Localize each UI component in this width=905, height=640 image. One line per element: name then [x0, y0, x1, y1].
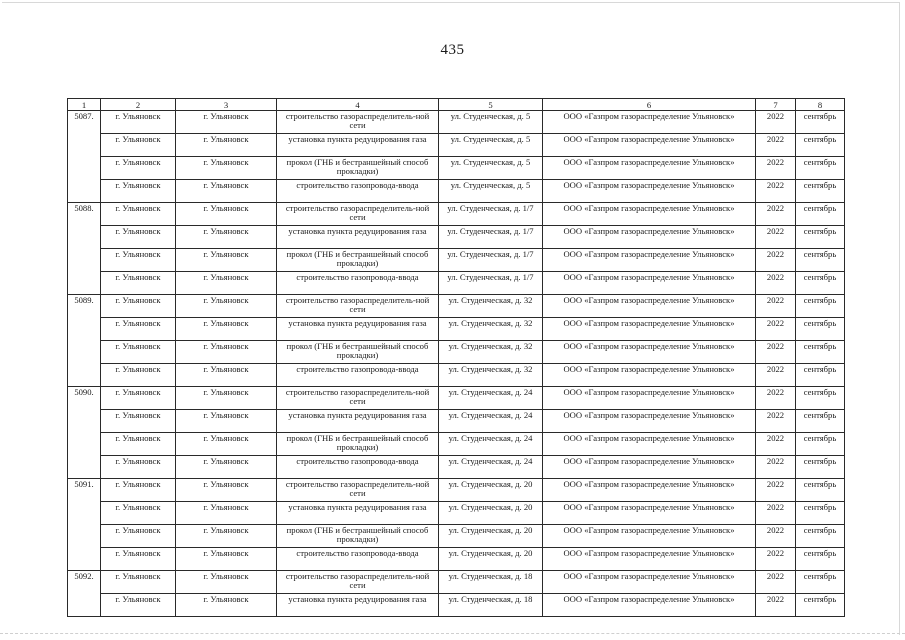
year-cell: 2022 [756, 571, 796, 594]
settlement-cell: г. Ульяновск [101, 387, 176, 410]
work-type-cell: строительство газораспределитель-ной сети [277, 295, 439, 318]
month-cell: сентябрь [796, 318, 845, 341]
settlement-cell: г. Ульяновск [101, 134, 176, 157]
locality-cell: г. Ульяновск [176, 180, 277, 203]
locality-cell: г. Ульяновск [176, 295, 277, 318]
month-cell: сентябрь [796, 525, 845, 548]
settlement-cell: г. Ульяновск [101, 295, 176, 318]
table-row [68, 295, 845, 318]
address-cell: ул. Студенческая, д. 18 [439, 571, 543, 594]
settlement-cell: г. Ульяновск [101, 364, 176, 387]
month-cell: сентябрь [796, 157, 845, 180]
address-cell: ул. Студенческая, д. 20 [439, 548, 543, 571]
settlement-cell: г. Ульяновск [101, 272, 176, 295]
address-cell: ул. Студенческая, д. 24 [439, 433, 543, 456]
organization-cell: ООО «Газпром газораспределение Ульяновск» [543, 456, 756, 479]
work-type-cell: прокол (ГНБ и бестраншейный способ прокладки) [277, 341, 439, 364]
table-row [68, 479, 845, 502]
work-type-cell: прокол (ГНБ и бестраншейный способ прокладки) [277, 525, 439, 548]
settlement-cell: г. Ульяновск [101, 571, 176, 594]
month-cell: сентябрь [796, 364, 845, 387]
locality-cell: г. Ульяновск [176, 272, 277, 295]
year-cell: 2022 [756, 249, 796, 272]
table-row [68, 203, 845, 226]
work-type-cell: строительство газораспределитель-ной сети [277, 203, 439, 226]
work-type-cell: строительство газораспределитель-ной сети [277, 111, 439, 134]
locality-cell: г. Ульяновск [176, 157, 277, 180]
organization-cell: ООО «Газпром газораспределение Ульяновск» [543, 548, 756, 571]
organization-cell: ООО «Газпром газораспределение Ульяновск» [543, 134, 756, 157]
address-cell: ул. Студенческая, д. 24 [439, 410, 543, 433]
locality-cell: г. Ульяновск [176, 226, 277, 249]
organization-cell: ООО «Газпром газораспределение Ульяновск» [543, 364, 756, 387]
settlement-cell: г. Ульяновск [101, 502, 176, 525]
header-col-1: 1 [68, 99, 101, 111]
entry-number-cell: 5090. [68, 387, 101, 479]
work-type-cell: прокол (ГНБ и бестраншейный способ прокладки) [277, 249, 439, 272]
address-cell: ул. Студенческая, д. 32 [439, 295, 543, 318]
organization-cell: ООО «Газпром газораспределение Ульяновск» [543, 387, 756, 410]
settlement-cell: г. Ульяновск [101, 433, 176, 456]
settlement-cell: г. Ульяновск [101, 180, 176, 203]
month-cell: сентябрь [796, 134, 845, 157]
table-row [68, 502, 845, 525]
table-row [68, 387, 845, 410]
month-cell: сентябрь [796, 111, 845, 134]
year-cell: 2022 [756, 134, 796, 157]
header-col-7: 7 [756, 99, 796, 111]
organization-cell: ООО «Газпром газораспределение Ульяновск» [543, 318, 756, 341]
table-row [68, 433, 845, 456]
year-cell: 2022 [756, 111, 796, 134]
table-row [68, 571, 845, 594]
year-cell: 2022 [756, 410, 796, 433]
table-row [68, 364, 845, 387]
header-col-6: 6 [543, 99, 756, 111]
year-cell: 2022 [756, 203, 796, 226]
scan-edge [0, 633, 905, 634]
work-type-cell: строительство газопровода-ввода [277, 364, 439, 387]
table-row [68, 525, 845, 548]
organization-cell: ООО «Газпром газораспределение Ульяновск» [543, 433, 756, 456]
address-cell: ул. Студенческая, д. 32 [439, 364, 543, 387]
entry-number-cell: 5091. [68, 479, 101, 571]
month-cell: сентябрь [796, 571, 845, 594]
address-cell: ул. Студенческая, д. 5 [439, 134, 543, 157]
work-type-cell: строительство газопровода-ввода [277, 548, 439, 571]
work-type-cell: строительство газораспределитель-ной сети [277, 571, 439, 594]
address-cell: ул. Студенческая, д. 5 [439, 157, 543, 180]
year-cell: 2022 [756, 157, 796, 180]
year-cell: 2022 [756, 387, 796, 410]
address-cell: ул. Студенческая, д. 20 [439, 525, 543, 548]
year-cell: 2022 [756, 479, 796, 502]
month-cell: сентябрь [796, 433, 845, 456]
table-row [68, 134, 845, 157]
locality-cell: г. Ульяновск [176, 111, 277, 134]
work-type-cell: установка пункта редуцирования газа [277, 134, 439, 157]
month-cell: сентябрь [796, 410, 845, 433]
settlement-cell: г. Ульяновск [101, 525, 176, 548]
address-cell: ул. Студенческая, д. 5 [439, 180, 543, 203]
locality-cell: г. Ульяновск [176, 433, 277, 456]
address-cell: ул. Студенческая, д. 5 [439, 111, 543, 134]
work-type-cell: строительство газопровода-ввода [277, 456, 439, 479]
month-cell: сентябрь [796, 548, 845, 571]
work-type-cell: строительство газопровода-ввода [277, 180, 439, 203]
locality-cell: г. Ульяновск [176, 203, 277, 226]
address-cell: ул. Студенческая, д. 1/7 [439, 226, 543, 249]
locality-cell: г. Ульяновск [176, 341, 277, 364]
organization-cell: ООО «Газпром газораспределение Ульяновск» [543, 479, 756, 502]
address-cell: ул. Студенческая, д. 18 [439, 594, 543, 617]
locality-cell: г. Ульяновск [176, 571, 277, 594]
entry-number-cell: 5087. [68, 111, 101, 203]
registry-body [68, 111, 845, 617]
settlement-cell: г. Ульяновск [101, 111, 176, 134]
locality-cell: г. Ульяновск [176, 479, 277, 502]
settlement-cell: г. Ульяновск [101, 548, 176, 571]
work-type-cell: установка пункта редуцирования газа [277, 318, 439, 341]
locality-cell: г. Ульяновск [176, 410, 277, 433]
organization-cell: ООО «Газпром газораспределение Ульяновск» [543, 272, 756, 295]
year-cell: 2022 [756, 272, 796, 295]
entry-number-cell: 5089. [68, 295, 101, 387]
work-type-cell: установка пункта редуцирования газа [277, 502, 439, 525]
table-row [68, 318, 845, 341]
work-type-cell: строительство газопровода-ввода [277, 272, 439, 295]
organization-cell: ООО «Газпром газораспределение Ульяновск» [543, 341, 756, 364]
header-row [68, 99, 845, 111]
month-cell: сентябрь [796, 272, 845, 295]
header-col-8: 8 [796, 99, 845, 111]
address-cell: ул. Студенческая, д. 20 [439, 502, 543, 525]
month-cell: сентябрь [796, 387, 845, 410]
year-cell: 2022 [756, 502, 796, 525]
settlement-cell: г. Ульяновск [101, 456, 176, 479]
month-cell: сентябрь [796, 456, 845, 479]
table-row [68, 548, 845, 571]
work-type-cell: установка пункта редуцирования газа [277, 594, 439, 617]
month-cell: сентябрь [796, 249, 845, 272]
organization-cell: ООО «Газпром газораспределение Ульяновск» [543, 111, 756, 134]
organization-cell: ООО «Газпром газораспределение Ульяновск» [543, 180, 756, 203]
address-cell: ул. Студенческая, д. 24 [439, 456, 543, 479]
entry-number-cell: 5088. [68, 203, 101, 295]
locality-cell: г. Ульяновск [176, 594, 277, 617]
table-row [68, 111, 845, 134]
header-col-2: 2 [101, 99, 176, 111]
month-cell: сентябрь [796, 226, 845, 249]
work-type-cell: установка пункта редуцирования газа [277, 226, 439, 249]
table-row [68, 180, 845, 203]
year-cell: 2022 [756, 226, 796, 249]
entry-number-cell: 5092. [68, 571, 101, 617]
settlement-cell: г. Ульяновск [101, 479, 176, 502]
address-cell: ул. Студенческая, д. 1/7 [439, 249, 543, 272]
locality-cell: г. Ульяновск [176, 548, 277, 571]
work-type-cell: прокол (ГНБ и бестраншейный способ прокладки) [277, 157, 439, 180]
locality-cell: г. Ульяновск [176, 364, 277, 387]
settlement-cell: г. Ульяновск [101, 203, 176, 226]
locality-cell: г. Ульяновск [176, 249, 277, 272]
year-cell: 2022 [756, 525, 796, 548]
organization-cell: ООО «Газпром газораспределение Ульяновск» [543, 410, 756, 433]
organization-cell: ООО «Газпром газораспределение Ульяновск» [543, 502, 756, 525]
address-cell: ул. Студенческая, д. 24 [439, 387, 543, 410]
year-cell: 2022 [756, 594, 796, 617]
settlement-cell: г. Ульяновск [101, 410, 176, 433]
organization-cell: ООО «Газпром газораспределение Ульяновск» [543, 157, 756, 180]
table-row [68, 226, 845, 249]
year-cell: 2022 [756, 295, 796, 318]
organization-cell: ООО «Газпром газораспределение Ульяновск» [543, 571, 756, 594]
work-type-cell: установка пункта редуцирования газа [277, 410, 439, 433]
header-col-3: 3 [176, 99, 277, 111]
month-cell: сентябрь [796, 180, 845, 203]
header-col-5: 5 [439, 99, 543, 111]
address-cell: ул. Студенческая, д. 1/7 [439, 203, 543, 226]
table-row [68, 341, 845, 364]
year-cell: 2022 [756, 180, 796, 203]
work-type-cell: строительство газораспределитель-ной сети [277, 387, 439, 410]
settlement-cell: г. Ульяновск [101, 341, 176, 364]
table-row [68, 410, 845, 433]
year-cell: 2022 [756, 341, 796, 364]
organization-cell: ООО «Газпром газораспределение Ульяновск» [543, 249, 756, 272]
settlement-cell: г. Ульяновск [101, 594, 176, 617]
page-number: 435 [440, 42, 465, 58]
locality-cell: г. Ульяновск [176, 318, 277, 341]
month-cell: сентябрь [796, 594, 845, 617]
settlement-cell: г. Ульяновск [101, 249, 176, 272]
address-cell: ул. Студенческая, д. 32 [439, 341, 543, 364]
address-cell: ул. Студенческая, д. 32 [439, 318, 543, 341]
locality-cell: г. Ульяновск [176, 456, 277, 479]
header-col-4: 4 [277, 99, 439, 111]
locality-cell: г. Ульяновск [176, 387, 277, 410]
month-cell: сентябрь [796, 203, 845, 226]
work-type-cell: строительство газораспределитель-ной сети [277, 479, 439, 502]
year-cell: 2022 [756, 456, 796, 479]
settlement-cell: г. Ульяновск [101, 318, 176, 341]
month-cell: сентябрь [796, 341, 845, 364]
year-cell: 2022 [756, 318, 796, 341]
organization-cell: ООО «Газпром газораспределение Ульяновск» [543, 295, 756, 318]
table-row [68, 272, 845, 295]
locality-cell: г. Ульяновск [176, 134, 277, 157]
month-cell: сентябрь [796, 295, 845, 318]
month-cell: сентябрь [796, 479, 845, 502]
address-cell: ул. Студенческая, д. 1/7 [439, 272, 543, 295]
work-type-cell: прокол (ГНБ и бестраншейный способ прокладки) [277, 433, 439, 456]
organization-cell: ООО «Газпром газораспределение Ульяновск» [543, 226, 756, 249]
organization-cell: ООО «Газпром газораспределение Ульяновск» [543, 594, 756, 617]
settlement-cell: г. Ульяновск [101, 157, 176, 180]
year-cell: 2022 [756, 433, 796, 456]
year-cell: 2022 [756, 364, 796, 387]
settlement-cell: г. Ульяновск [101, 226, 176, 249]
organization-cell: ООО «Газпром газораспределение Ульяновск» [543, 525, 756, 548]
address-cell: ул. Студенческая, д. 20 [439, 479, 543, 502]
year-cell: 2022 [756, 548, 796, 571]
table-row [68, 594, 845, 617]
locality-cell: г. Ульяновск [176, 502, 277, 525]
organization-cell: ООО «Газпром газораспределение Ульяновск» [543, 203, 756, 226]
month-cell: сентябрь [796, 502, 845, 525]
table-row [68, 249, 845, 272]
table-row [68, 456, 845, 479]
table-row [68, 157, 845, 180]
locality-cell: г. Ульяновск [176, 525, 277, 548]
registry-table [67, 98, 845, 617]
